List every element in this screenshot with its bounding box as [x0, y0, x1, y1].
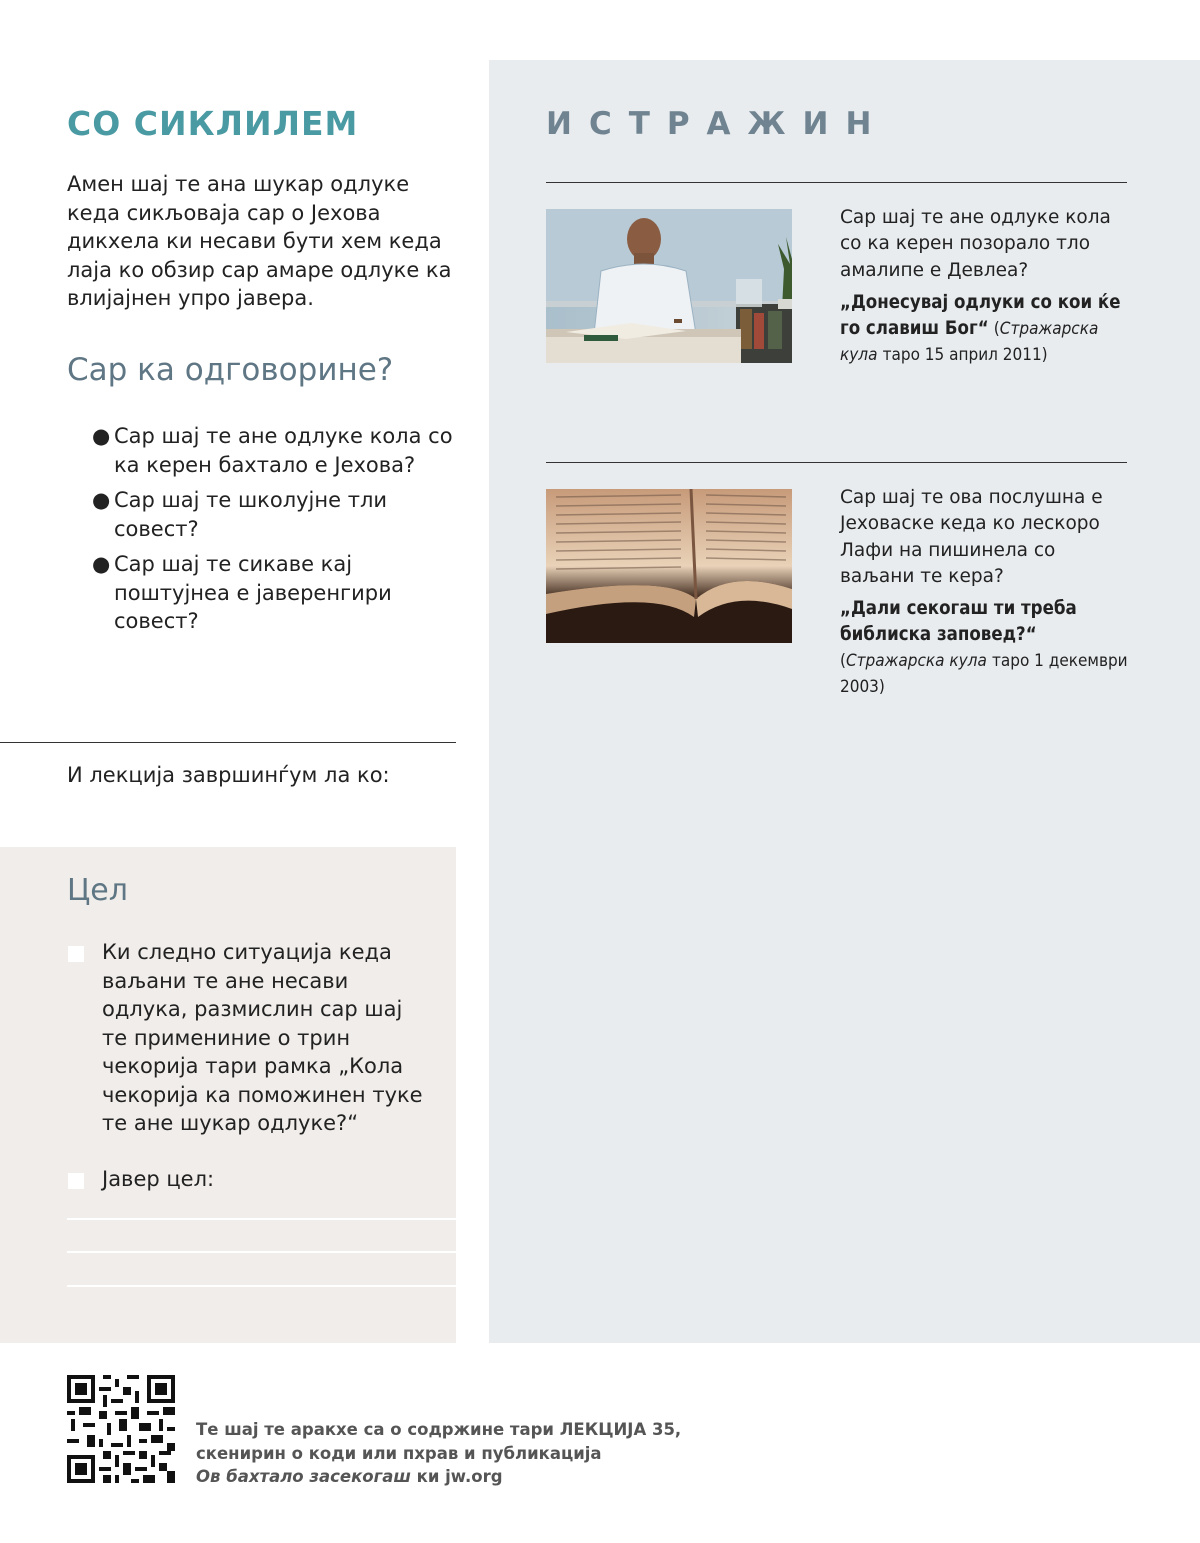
bible-photo — [546, 489, 792, 643]
divider — [546, 462, 1127, 463]
reference-date: таро 15 април 2011) — [882, 345, 1048, 365]
reference-date: таро 1 декември 2003) — [840, 651, 1128, 697]
questions-list — [92, 422, 462, 643]
reference-paren: ( — [840, 651, 846, 671]
reference-publication: Стражарска кула — [845, 651, 987, 671]
footer-line — [196, 1465, 681, 1489]
bullet-icon: ● — [92, 552, 111, 576]
write-line[interactable] — [67, 1285, 456, 1287]
question-text: Сар шај те школујне тли совест? — [114, 488, 388, 541]
goal-item — [68, 1165, 428, 1194]
reference-paren: ( — [993, 319, 1000, 339]
footer-line: скенирин о коди или пхрав и публикација — [196, 1443, 602, 1463]
study-photo — [546, 209, 792, 363]
footer-text — [196, 1418, 681, 1489]
footer-site[interactable]: ки jw.org — [416, 1467, 503, 1486]
list-item — [92, 486, 462, 543]
reference-publication: Стражарска кула — [840, 319, 1099, 365]
goal-item-text: Ки следно ситуација кеда ваљани те ане несави одлука, размислин сар шај те примениние о трин чекорија тари рамка „Кола чекорија ка поможинен туке те ане шукар одлуке?“ — [102, 940, 423, 1135]
explore-question: Сар шај те ане одлуке кола со ка керен позорало тло амалипе е Девлеа? — [840, 207, 1111, 281]
footer-line: Те шај те аракхе са о содржине тари ЛЕКЦИЈА 35, — [196, 1420, 682, 1439]
completed-label: И лекција завршинѓум ла ко: — [67, 763, 390, 787]
qr-code-icon[interactable] — [67, 1375, 175, 1483]
goal-item — [68, 938, 428, 1138]
list-item — [92, 422, 462, 479]
bullet-icon: ● — [92, 424, 111, 448]
questions-title: Сар ка одговорине? — [67, 352, 394, 388]
checkbox[interactable] — [68, 1173, 84, 1189]
explore-reference[interactable] — [840, 596, 1130, 700]
write-line[interactable] — [67, 1218, 456, 1220]
list-item — [92, 550, 462, 636]
write-line[interactable] — [67, 1251, 456, 1253]
intro-text: Амен шај те ана шукар одлуке кеда сикљоваја сар о Јехова дикхела ки несави бути хем кеда лаја ко обзир сар амаре одлуке ка влијајнен упро јавера. — [67, 172, 452, 310]
question-text: Сар шај те ане одлуке кола со ка керен бахтало е Јехова? — [114, 424, 453, 477]
explore-question: Сар шај те ова послушна е Јеховаске кеда ко лескоро Лафи на пишинела со ваљани те кера? — [840, 487, 1103, 587]
section-heading: СО СИКЛИЛЕМ — [67, 104, 359, 143]
goal-title: Цел — [67, 873, 128, 908]
explore-heading: ИСТРАЖИН — [546, 106, 889, 142]
goal-item-text: Јавер цел: — [102, 1167, 215, 1191]
explore-reference[interactable] — [840, 290, 1130, 368]
checkbox[interactable] — [68, 946, 84, 962]
reference-title[interactable]: „Дали секогаш ти треба библиска заповед?“ — [840, 598, 1077, 645]
reference-title[interactable]: „Донесувај одлуки со кои ќе го славиш Бог“ — [840, 292, 1121, 339]
publication-title[interactable]: Ов бахтало засекогаш — [196, 1467, 411, 1486]
divider — [546, 182, 1127, 183]
question-text: Сар шај те сикаве кај поштујнеа е јаверенгири совест? — [114, 552, 392, 633]
divider — [0, 742, 456, 743]
bullet-icon: ● — [92, 488, 111, 512]
